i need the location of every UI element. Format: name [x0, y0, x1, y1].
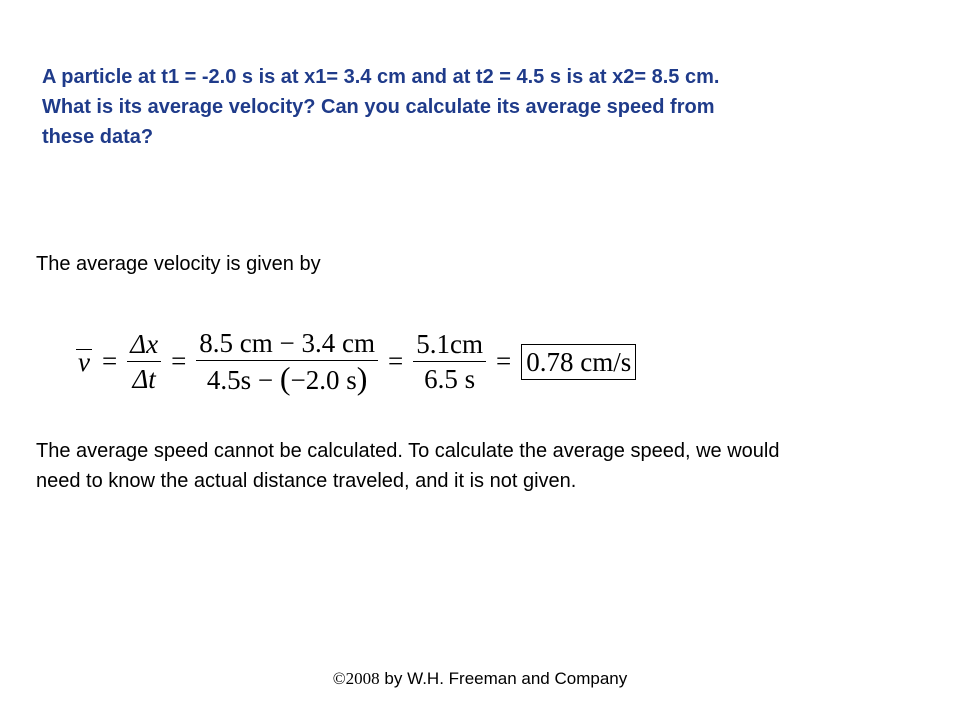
position-difference: 8.5 cm − 3.4 cm — [196, 328, 378, 361]
copyright-year: ©2008 — [332, 669, 380, 688]
equals-sign: = — [388, 346, 404, 376]
equals-sign: = — [171, 346, 187, 376]
delta-x: Δx — [127, 329, 161, 362]
answer-text — [36, 436, 936, 496]
question-line-1: A particle at t1 = -2.0 s is at x1= 3.4 cm and at t2 = 4.5 s is at x2= 8.5 cm. — [42, 66, 720, 88]
answer-line-2: need to know the actual distance traveled, and it is not given. — [36, 470, 577, 492]
equals-sign: = — [495, 346, 512, 376]
result-fraction — [413, 329, 486, 394]
publisher-name: by W.H. Freeman and Company — [379, 669, 628, 688]
velocity-equation — [76, 328, 636, 395]
delta-fraction — [127, 329, 161, 394]
displacement-value: 5.1cm — [413, 329, 486, 362]
intro-text: The average velocity is given by — [36, 253, 321, 275]
time-difference-first: 4.5s − — [206, 365, 280, 395]
boxed-result: 0.78 cm/s — [521, 344, 636, 380]
question-line-3: these data? — [42, 126, 154, 148]
question-text — [42, 62, 922, 152]
answer-line-1: The average speed cannot be calculated. To calculate the average speed, we would — [36, 440, 780, 462]
substitution-fraction — [196, 328, 378, 395]
average-velocity-symbol: v — [78, 347, 90, 377]
time-difference — [204, 361, 371, 395]
elapsed-time-value: 6.5 s — [424, 364, 476, 394]
question-line-2: What is its average velocity? Can you calculate its average speed from — [42, 96, 715, 118]
close-paren: ) — [356, 360, 368, 396]
delta-t: Δt — [132, 364, 156, 394]
copyright-footer — [0, 668, 960, 690]
time-difference-second: −2.0 s — [290, 365, 357, 395]
equals-sign: = — [101, 346, 118, 376]
open-paren: ( — [279, 360, 291, 396]
